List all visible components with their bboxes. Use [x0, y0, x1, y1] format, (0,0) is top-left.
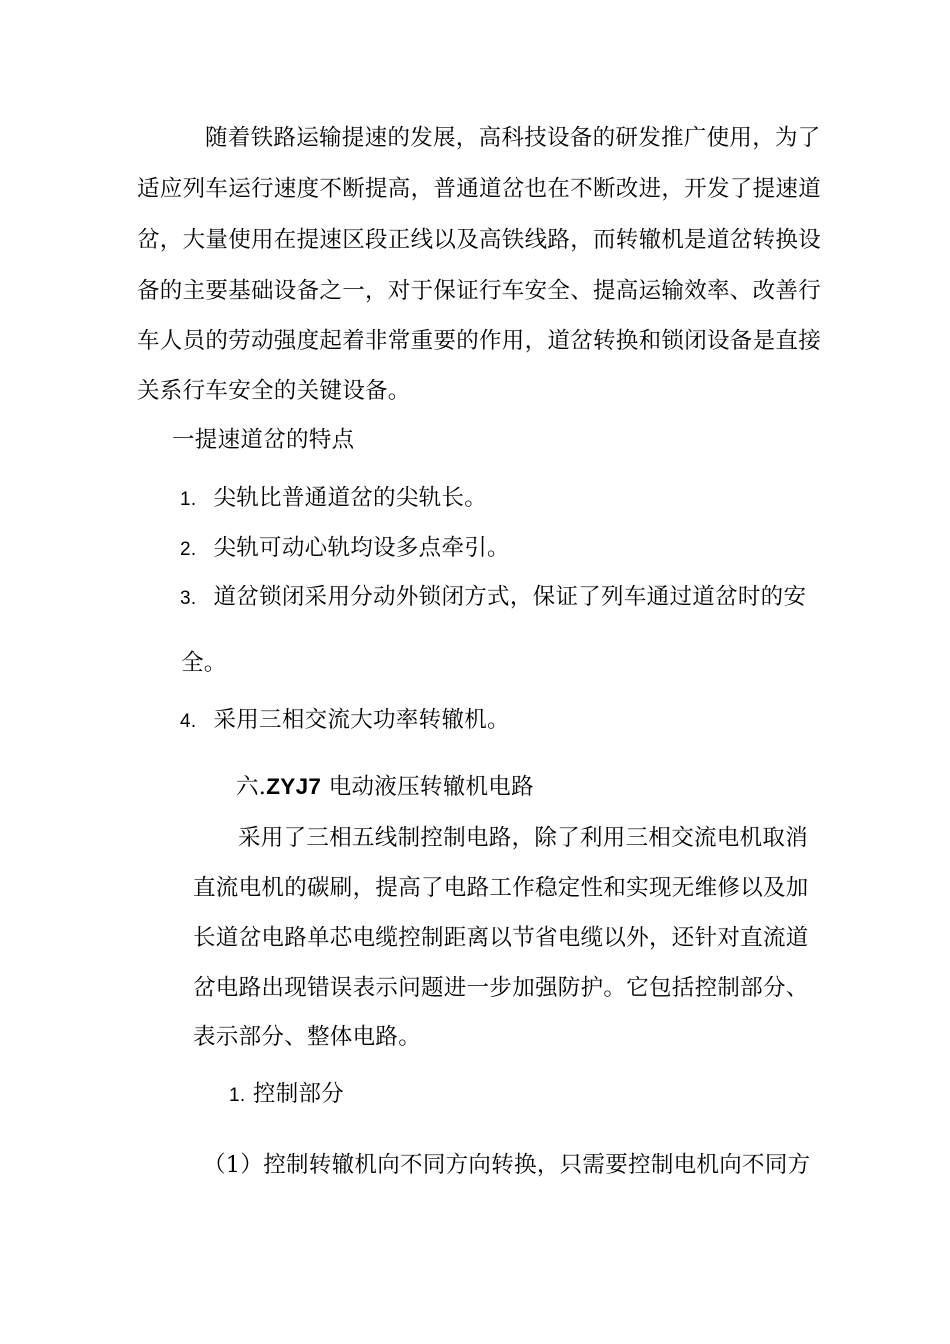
list-text: 采用三相交流大功率转辙机。: [213, 707, 510, 733]
intro-line: 随着铁路运输提速的发展，高科技设备的研发推广使用，为了: [205, 125, 821, 151]
list-text: 道岔锁闭采用分动外锁闭方式，保证了列车通过道岔时的安: [213, 584, 807, 610]
paragraph-line: 长道岔电路单芯电缆控制距离以节省电缆以外，还针对直流道: [193, 925, 809, 951]
model-name: ZYJ7: [266, 774, 322, 799]
paragraph-line: 表示部分、整体电路。: [193, 1024, 422, 1050]
list-number: 4.: [180, 711, 197, 732]
list-item-continuation: 全。: [181, 650, 227, 676]
list-text: 尖轨比普通道岔的尖轨长。: [213, 485, 488, 511]
numbered-item: [203, 1149, 810, 1181]
list-number: 3.: [180, 588, 197, 609]
intro-line: 岔，大量使用在提速区段正线以及高铁线路，而转辙机是道岔转换设: [137, 227, 822, 253]
section-heading: [236, 771, 534, 803]
paragraph-line: 直流电机的碳刷，提高了电路工作稳定性和实现无维修以及加: [193, 875, 809, 901]
section-heading: 一提速道岔的特点: [172, 427, 355, 453]
section-number: 六.: [236, 774, 267, 800]
section-title: 电动液压转辙机电路: [321, 774, 534, 800]
list-item: [180, 581, 806, 615]
list-item: [180, 482, 487, 516]
intro-line: 适应列车运行速度不断提高，普通道岔也在不断改进，开发了提速道: [137, 176, 822, 202]
list-number: 1.: [180, 489, 197, 510]
list-text: 尖轨可动心轨均设多点牵引。: [213, 535, 510, 561]
list-number: 2.: [180, 539, 197, 560]
paragraph-line: 岔电路出现错误表示问题进一步加强防护。它包括控制部分、: [193, 975, 809, 1001]
intro-line: 车人员的劳动强度起着非常重要的作用，道岔转换和锁闭设备是直接: [137, 328, 822, 354]
subsection-title: 控制部分: [245, 1081, 345, 1107]
item-number: （1）: [203, 1152, 264, 1178]
subsection-number: 1.: [229, 1085, 246, 1106]
subsection-heading: [229, 1078, 344, 1112]
list-item: [180, 532, 510, 566]
list-item: [180, 704, 510, 738]
intro-line: 关系行车安全的关键设备。: [137, 378, 411, 404]
paragraph-line: 采用了三相五线制控制电路，除了利用三相交流电机取消: [238, 825, 809, 851]
intro-line: 备的主要基础设备之一，对于保证行车安全、提高运输效率、改善行: [137, 278, 822, 304]
item-text: 控制转辙机向不同方向转换，只需要控制电机向不同方: [263, 1152, 811, 1178]
